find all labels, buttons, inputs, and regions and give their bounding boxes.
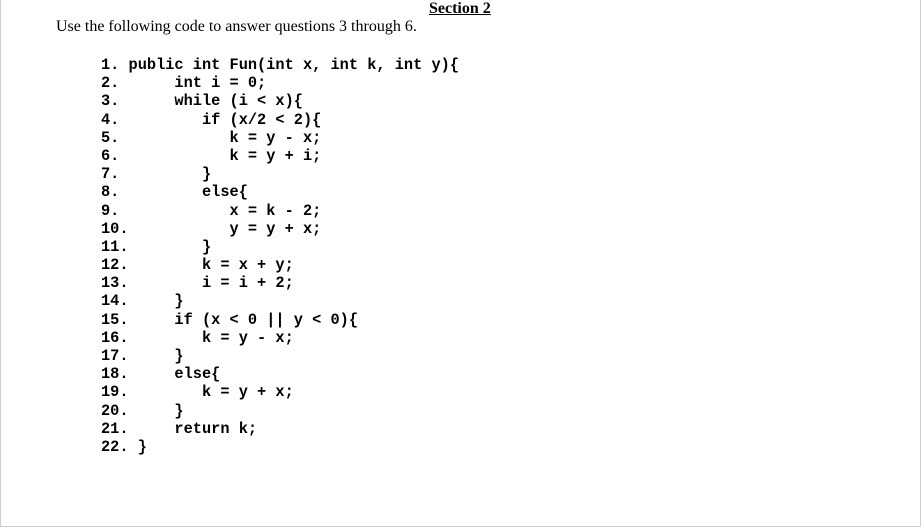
code-line: 18. else{	[101, 365, 221, 384]
code-line: 12. k = x + y;	[101, 256, 294, 275]
code-line: 5. k = y - x;	[101, 128, 322, 147]
code-line: 13. i = i + 2;	[101, 274, 294, 293]
code-line: 8. else{	[101, 183, 248, 202]
code-line: 22. }	[101, 437, 147, 456]
code-line: 16. k = y - x;	[101, 328, 294, 347]
code-line: 15. if (x < 0 || y < 0){	[101, 310, 359, 329]
code-line: 7. }	[101, 165, 212, 184]
code-line: 20. }	[101, 401, 184, 420]
code-line: 3. while (i < x){	[101, 92, 303, 111]
code-line: 19. k = y + x;	[101, 383, 294, 402]
code-line: 6. k = y + i;	[101, 146, 322, 165]
code-line: 9. x = k - 2;	[101, 201, 322, 220]
code-line: 21. return k;	[101, 419, 258, 438]
section-title: Section 2	[429, 0, 491, 17]
code-line: 1. public int Fun(int x, int k, int y){	[101, 56, 460, 74]
code-line: 10. y = y + x;	[101, 219, 322, 238]
code-line: 4. if (x/2 < 2){	[101, 110, 322, 129]
code-line: 14. }	[101, 292, 184, 311]
code-line: 2. int i = 0;	[101, 74, 267, 93]
code-line: 17. }	[101, 347, 184, 365]
code-line: 11. }	[101, 237, 212, 256]
code-listing	[101, 56, 459, 456]
instructions-text: Use the following code to answer questions 3 through 6.	[56, 18, 417, 35]
